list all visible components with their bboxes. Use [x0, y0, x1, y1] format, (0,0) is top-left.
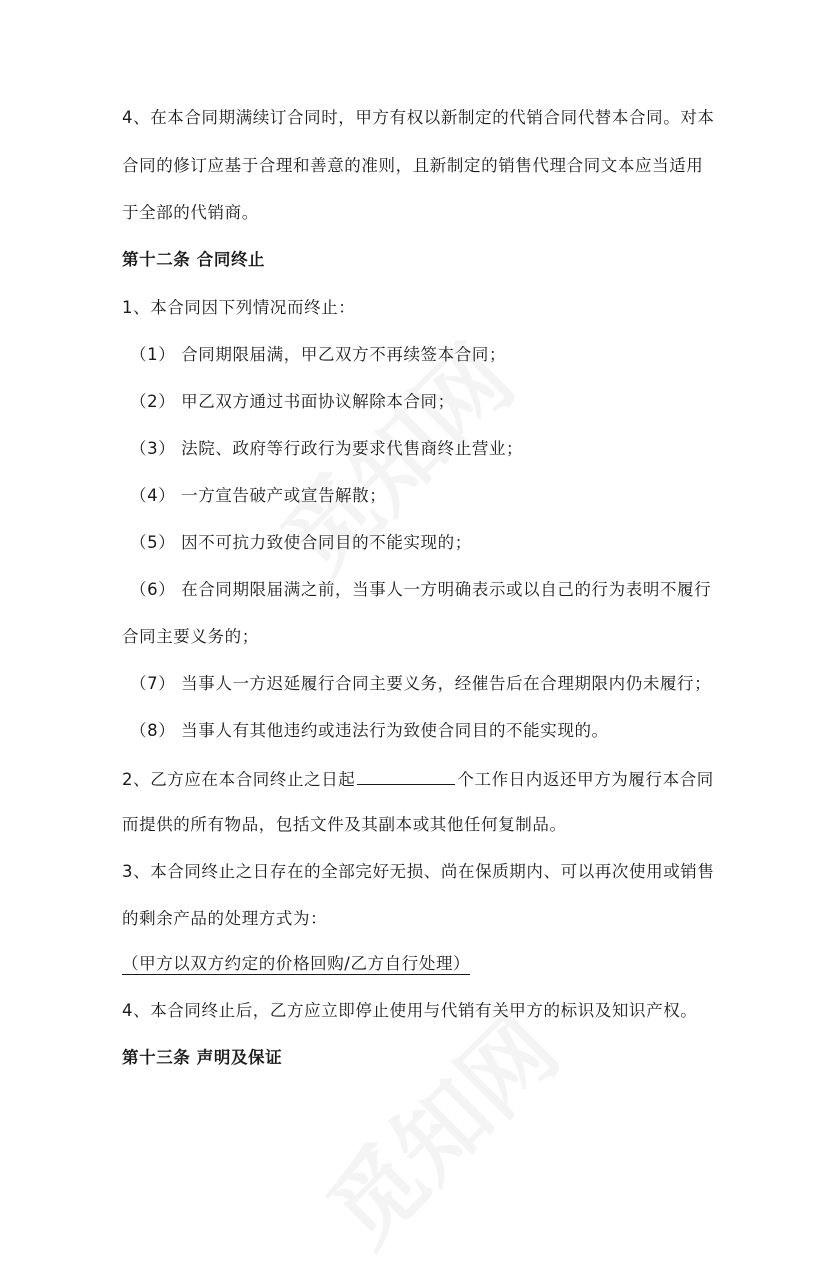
paragraph-line — [122, 766, 714, 792]
paragraph-line: 3、本合同终止之日存在的全部完好无损、尚在保质期内、可以再次使用或销售 — [122, 862, 715, 881]
list-item-continuation: 合同主要义务的； — [122, 627, 259, 646]
fill-in-blank[interactable] — [357, 766, 455, 785]
paragraph-line: 而提供的所有物品，包括文件及其副本或其他任何复制品。 — [122, 815, 567, 834]
option-line — [122, 952, 470, 976]
section-title: 第十三条 声明及保证 — [122, 1048, 283, 1067]
paragraph-text: 个工作日内返还甲方为履行本合同 — [457, 770, 714, 789]
paragraph-line: 的剩余产品的处理方式为： — [122, 909, 328, 928]
list-item: （1） 合同期限届满，甲乙双方不再续签本合同； — [130, 345, 507, 364]
list-item: （6） 在合同期限届满之前，当事人一方明确表示或以自己的行为表明不履行 — [130, 580, 712, 599]
list-item: （4） 一方宣告破产或宣告解散； — [130, 486, 387, 505]
list-item: （5） 因不可抗力致使合同目的不能实现的； — [130, 533, 472, 552]
watermark — [294, 982, 583, 1270]
paragraph-line: 于全部的代销商。 — [122, 203, 259, 222]
list-item: （2） 甲乙双方通过书面协议解除本合同； — [130, 392, 455, 411]
paragraph-line: 4、本合同终止后，乙方应立即停止使用与代销有关甲方的标识及知识产权。 — [122, 1001, 698, 1020]
list-item: （8） 当事人有其他违约或违法行为致使合同目的不能实现的。 — [130, 721, 609, 740]
paragraph-line: 1、本合同因下列情况而终止： — [122, 298, 356, 317]
list-item: （7） 当事人一方迟延履行合同主要义务，经催告后在合理期限内仍未履行； — [130, 674, 712, 693]
paragraph-line: 4、在本合同期满续订合同时，甲方有权以新制定的代销合同代替本合同。对本 — [122, 108, 715, 127]
disposal-option: （甲方以双方约定的价格回购/乙方自行处理） — [122, 954, 471, 973]
paragraph-line: 合同的修订应基于合理和善意的准则，且新制定的销售代理合同文本应当适用 — [122, 156, 704, 175]
list-item: （3） 法院、政府等行政行为要求代售商终止营业； — [130, 439, 524, 458]
paragraph-text: 2、乙方应在本合同终止之日起 — [122, 770, 356, 789]
section-title: 第十二条 合同终止 — [122, 250, 266, 269]
